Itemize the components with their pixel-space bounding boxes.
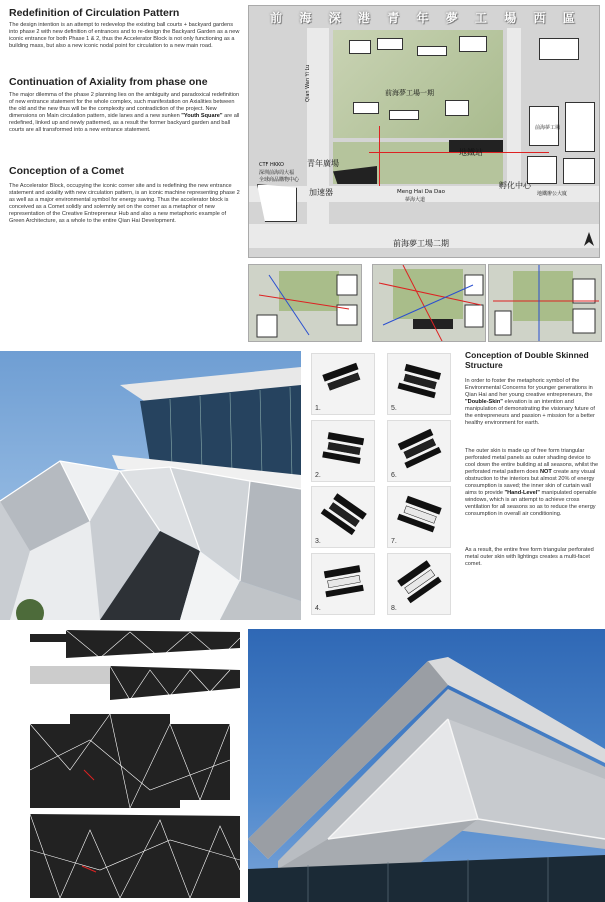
plan-title-char: 海 (299, 10, 315, 25)
section-title-comet: Conception of a Comet (9, 165, 124, 177)
section-body-comet: The Accelerator Block, occupying the iconic corner site and is redefining the new entrance statement and axiality with new circulation pattern, is an iconic machine representing phase 2 as well as a major environmental symbol for energy saving. Thus the accelerator block is conceived as a Comet solidly and solemnly set on the corner as a metaphor of new representation of the Creative Entrepreneur Hub and also a new metaphoric example of Green Architecture, as a whole to the entire Qian Hai Development. (9, 183, 240, 224)
model-step-number: 6. (391, 472, 397, 479)
model-shape (312, 487, 376, 549)
city-block (563, 158, 595, 184)
label-parcel1: 前海夢工場 (535, 125, 561, 131)
road-right (507, 28, 521, 188)
double-skin-paragraph-1 (465, 378, 601, 427)
ctf-tower-footprint (257, 184, 297, 222)
model-shape (388, 421, 452, 483)
phase1-building (353, 102, 379, 114)
section-title-axiality: Continuation of Axiality from phase one (9, 76, 208, 88)
model-step-number: 2. (315, 472, 321, 479)
axiality-diagram-3 (488, 264, 602, 342)
city-block (527, 156, 557, 184)
double-skin-text-1a: In order to foster the metaphoric symbol of the Environmental Concerns for younger generations in Qian Hai and her young creative entrepreneurs, the (465, 378, 593, 398)
panel-unfolding-drawings (30, 630, 240, 898)
model-step-number: 5. (391, 405, 397, 412)
label-phase1: 前海夢工場一期 (385, 89, 434, 97)
double-skin-text-2a: The outer skin is made up of free form triangular perforated metal panels as outer shading device to cool down the entire building at all seasons, whilst the perforated metal pattern does (465, 448, 599, 475)
label-tower-en: CTF HKKO (259, 162, 284, 168)
north-arrow-icon (583, 232, 595, 248)
label-tower-cn1: 深圳前海周大福 (259, 170, 295, 176)
phase1-building (389, 110, 419, 120)
axiality-diagram-2 (372, 264, 486, 342)
model-step (387, 553, 451, 615)
phase1-building (459, 36, 487, 52)
plan-title-char: 年 (416, 10, 432, 25)
plan-title-char: 前 (270, 10, 286, 25)
section-title-double-skin: Conception of Double Skinned Structure (465, 350, 589, 370)
plan-title-char: 工 (474, 10, 490, 25)
label-incubator: 孵化中心 (499, 181, 531, 190)
model-step-number: 3. (315, 538, 321, 545)
model-step (311, 353, 375, 415)
double-skin-paragraph-3: As a result, the entire free form triangular perforated metal outer skin with lightings creates a multi-facet comet. (465, 547, 594, 567)
phase1-building (377, 38, 403, 50)
label-youth-square: 青年廣場 (307, 159, 339, 168)
plan-title-char: 區 (562, 10, 578, 25)
model-step-number: 7. (391, 538, 397, 545)
label-road: Meng Hai Da Dao (397, 189, 445, 195)
plan-title-char: 青 (387, 10, 403, 25)
double-skin-paragraph-2 (465, 448, 601, 518)
double-skin-text-1b: elevation is an intention and manipulation of demonstrating the visionary future of the entrepreneurs and passion + mission for a better healthy environment for earth. (465, 399, 595, 426)
double-skin-text-2c: manipulated openable windows, which is an attempt to achieve cross ventilation for all seasons so as to reduce the energy consumption in overall air conditioning. (465, 490, 597, 517)
plan-title-char: 西 (533, 10, 549, 25)
city-block (539, 38, 579, 60)
model-step (387, 353, 451, 415)
model-shape (388, 554, 452, 616)
label-road-cn: 夢海大道 (405, 197, 426, 203)
model-shape (312, 354, 376, 416)
youth-square-emphasis: "Youth Square" (181, 113, 223, 119)
model-step-number: 8. (391, 605, 397, 612)
building-photo-facade (0, 351, 301, 620)
road-vertical (307, 28, 329, 233)
label-parcel2: 地鐵辦公大廈 (537, 191, 568, 197)
phase1-building (445, 100, 469, 116)
label-phase2: 前海夢工場二期 (393, 239, 449, 248)
site-plan-title (249, 6, 599, 28)
plan-title-char: 場 (504, 10, 520, 25)
model-step (311, 420, 375, 482)
model-step (387, 486, 451, 548)
phase1-building (349, 40, 371, 54)
axis-line (379, 126, 380, 186)
label-side-road: Qian Wan Yi Lu (305, 64, 311, 102)
model-shape (388, 354, 452, 416)
site-plan (248, 5, 600, 258)
model-step (387, 420, 451, 482)
model-shape (312, 554, 376, 616)
label-accelerator: 加速器 (309, 188, 333, 197)
model-step (311, 553, 375, 615)
city-block (565, 102, 595, 152)
phase1-building (417, 46, 447, 56)
double-skin-text-2b: create any visual obstruction to the interiors but almost 20% of energy consumption is saved; the inner skin of curtain wall aims to provide (465, 469, 596, 496)
double-skin-emphasis: "Double-Skin" (465, 399, 503, 405)
axiality-text-1: The major dilemma of the phase 2 planning lies on the ambiguity and paradoxical redefinition of new entrance statement for the whole complex, such manifestation on Axialities between the old and the new thus will be the complexity and contradiction of the project. New dimensions on Main circulation pattern, side lanes and a new sunken (9, 92, 240, 119)
plan-title-char: 港 (357, 10, 373, 25)
section-body-axiality (9, 92, 241, 134)
plan-title-char: 深 (328, 10, 344, 25)
building-photo-corner (248, 629, 605, 902)
axiality-text-2: are all redefined, linked up and newly patterned, as a result the former backyard garden and ball courts are all transformed into a new entrance statement. (9, 113, 240, 133)
model-step (311, 486, 375, 548)
model-step-number: 4. (315, 605, 321, 612)
section-body-circulation: The design intention is an attempt to redevelop the existing ball courts + backyard gardens into phase 2 with new definition of entrances and to re-design the Backyard Garden as a new iconic entrance for both Phase 1 & 2, thus the Accelerator Block is not only functioning as a building mass, but also a new iconic nodal point for circulation to a new main road. (9, 22, 240, 49)
plan-title-char: 夢 (445, 10, 461, 25)
hand-level-emphasis: "Hand-Level" (504, 490, 540, 496)
not-emphasis: NOT (539, 469, 552, 475)
axiality-diagram-1 (248, 264, 362, 342)
model-shape (388, 487, 452, 549)
model-shape (312, 421, 376, 483)
label-tower-cn2: 全球商品購物中心 (259, 177, 300, 183)
model-step-number: 1. (315, 405, 321, 412)
label-metro: 地鐵站 (459, 148, 483, 157)
section-title-circulation: Redefinition of Circulation Pattern (9, 7, 180, 19)
